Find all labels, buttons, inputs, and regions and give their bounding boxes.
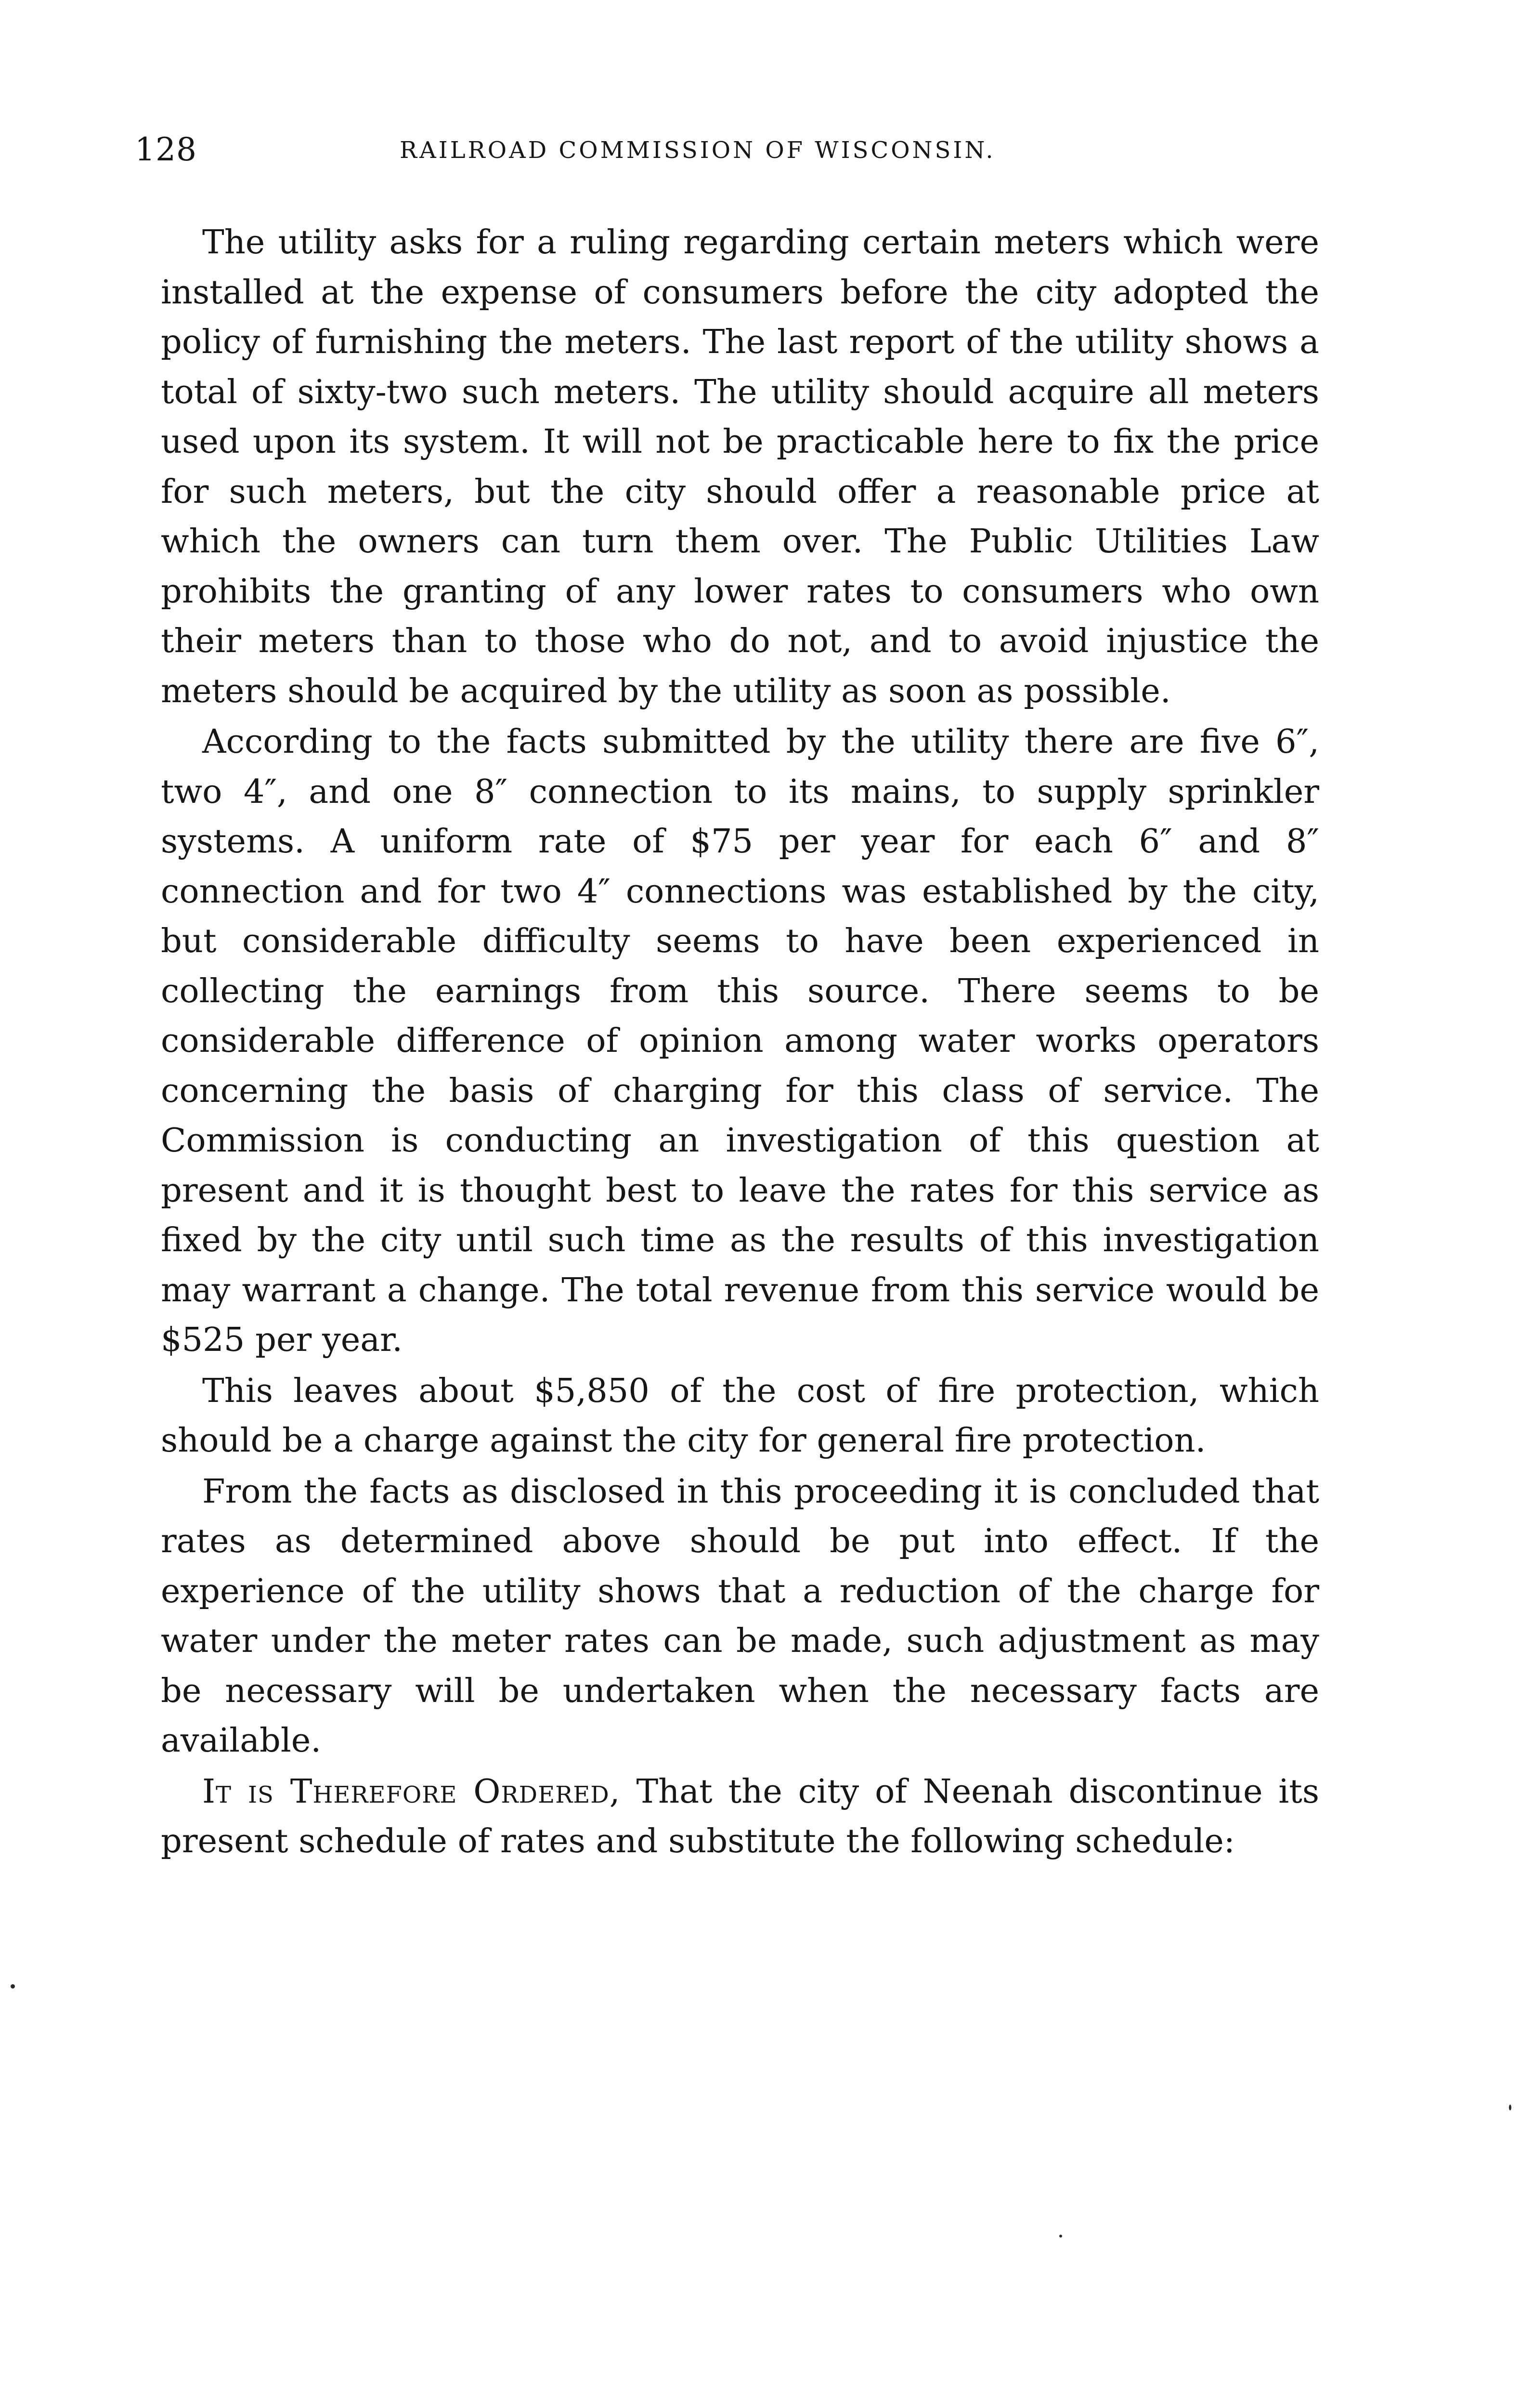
page-number: 128	[135, 131, 197, 168]
paragraph-meters: The utility asks for a ruling regarding certain meters which were installed at the expense of consumers before the city adopted the policy of furnishing the meters. The last report of the utility shows a total of sixty-two such meters. The utility should acquire all meters used upon its system. It will not be practicable here to fix the price for such meters, but the city should offer a reasonable price at which the owners can turn them over. The Public Utilities Law prohibits the granting of any lower rates to consumers who own their meters than to those who do not, and to avoid injustice the meters should be acquired by the utility as soon as possible.	[161, 223, 1319, 710]
scan-speck	[1059, 2235, 1062, 2238]
paragraph-order	[161, 1767, 1319, 1867]
scan-speck	[11, 1984, 15, 1989]
order-lead: It is Therefore Ordered,	[202, 1772, 621, 1811]
order-text: That the city of Neenah discontinue its present schedule of rates and substitute the following schedule:	[161, 1772, 1319, 1860]
running-title: RAILROAD COMMISSION OF WISCONSIN.	[400, 137, 996, 164]
scan-speck	[1509, 2105, 1511, 2110]
page-header	[135, 131, 1338, 174]
paragraph-sprinkler-connections: According to the facts submitted by the utility there are five 6″, two 4″, and one 8″ connection to its mains, to supply sprinkler systems. A uniform rate of $75 per year for each 6″ and 8″ connection and for two 4″ connections was established by the city, but considerable difficulty seems to have been experienced in collecting the earnings from this source. There seems to be considerable difference of opinion among water works operators concerning the basis of charging for this class of service. The Commission is conducting an investigation of this question at present and it is thought best to leave the rates for this service as fixed by the city until such time as the results of this investigation may warrant a change. The total revenue from this service would be $525 per year.	[161, 722, 1319, 1359]
paragraph-fire-protection: This leaves about $5,850 of the cost of fire protection, which should be a charge against the city for general fire protection.	[161, 1371, 1319, 1460]
body-text	[161, 218, 1319, 1867]
paragraph-conclusion: From the facts as disclosed in this proceeding it is concluded that rates as determined above should be put into effect. If the experience of the utility shows that a reduction of the charge for water under the meter rates can be made, such adjustment as may be necessary will be undertaken when the necessary facts are available.	[161, 1472, 1319, 1760]
